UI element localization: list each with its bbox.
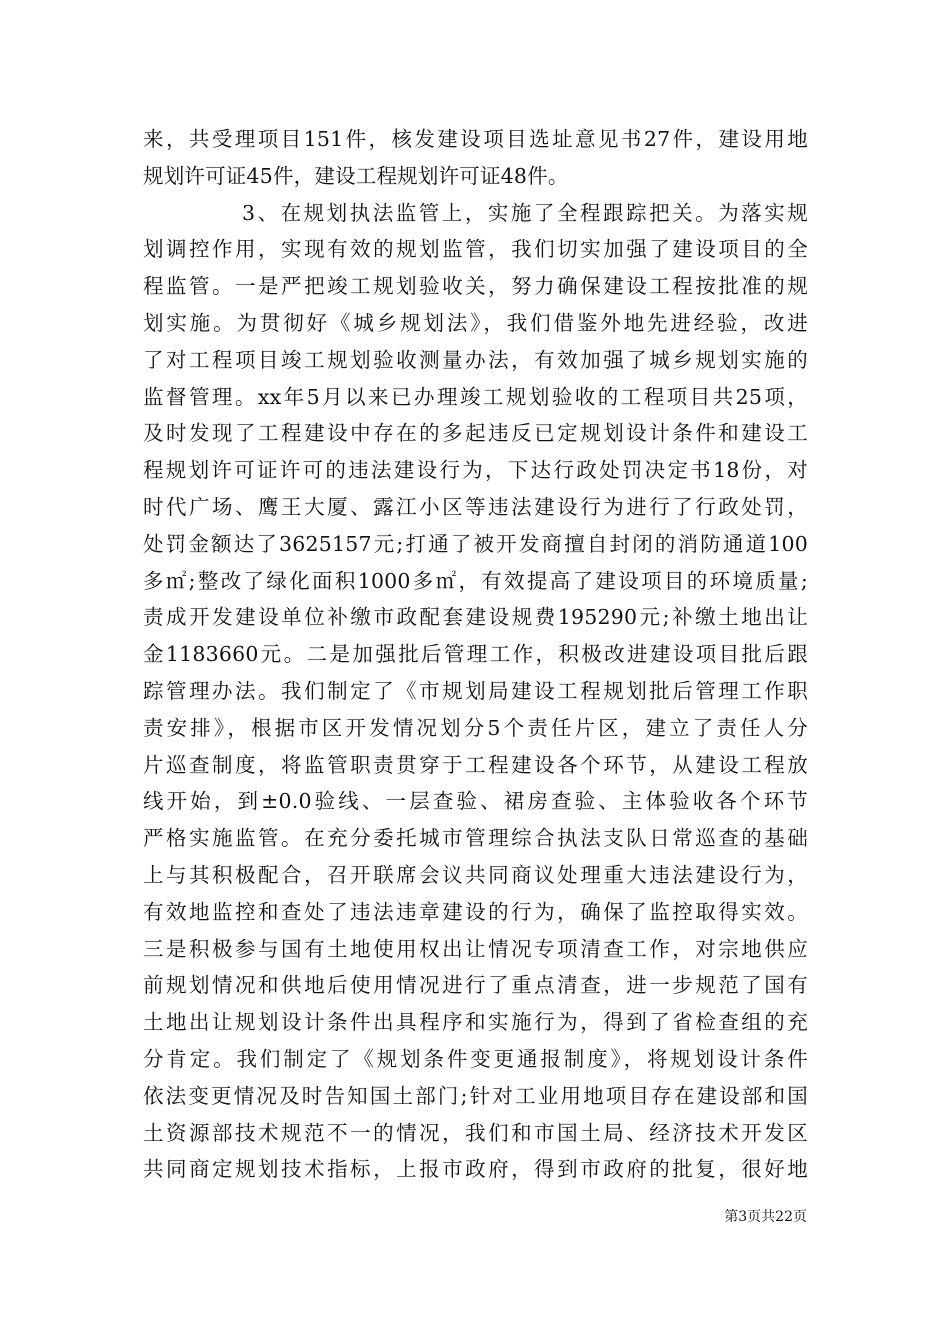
text-line: 多㎡;整改了绿化面积1000多㎡，有效提高了建设项目的环境质量; [143,568,808,593]
paragraph [143,195,808,1189]
text-line: 三是积极参与国有土地使用权出让情况专项清查工作，对宗地供应 [143,936,808,961]
text-line: 土地出让规划设计条件出具程序和实施行为，得到了省检查组的充 [143,1010,808,1035]
text-line: 片巡查制度，将监管职责贯穿于工程建设各个环节，从建设工程放 [143,752,808,777]
text-line: 有效地监控和查处了违法违章建设的行为，确保了监控取得实效。 [143,899,808,924]
text-line: 线开始，到±0.0验线、一层查验、裙房查验、主体验收各个环节 [143,789,808,814]
page-number: 第3页共22页 [724,1209,807,1225]
text-line: 处罚金额达了3625157元;打通了被开发商擅自封闭的消防通道100 [143,531,808,556]
text-line: 前规划情况和供地后使用情况进行了重点清查，进一步规范了国有 [143,973,808,998]
text-line: 划调控作用，实现有效的规划监管，我们切实加强了建设项目的全 [143,237,808,262]
document-body [143,121,808,1188]
text-line: 及时发现了工程建设中存在的多起违反已定规划设计条件和建设工 [143,421,808,446]
text-line: 依法变更情况及时告知国土部门;针对工业用地项目存在建设部和国 [143,1083,808,1108]
text-line: 共同商定规划技术指标，上报市政府，得到市政府的批复，很好地 [143,1157,808,1182]
text-line: 上与其积极配合，召开联席会议共同商议处理重大违法建设行为， [143,862,808,887]
text-line: 金1183660元。二是加强批后管理工作，积极改进建设项目批后跟 [143,642,808,667]
text-line: 了对工程项目竣工规划验收测量办法，有效加强了城乡规划实施的 [143,347,808,372]
text-line: 严格实施监管。在充分委托城市管理综合执法支队日常巡查的基础 [143,826,808,851]
text-line: 责安排》，根据市区开发情况划分5个责任片区，建立了责任人分 [143,715,808,740]
text-line: 责成开发建设单位补缴市政配套建设规费195290元;补缴土地出让 [143,605,808,630]
text-line: 程监管。一是严把竣工规划验收关，努力确保建设工程按批准的规 [143,274,808,299]
text-line: 监督管理。xx年5月以来已办理竣工规划验收的工程项目共25项， [143,384,808,409]
text-line: 踪管理办法。我们制定了《市规划局建设工程规划批后管理工作职 [143,678,808,703]
text-line: 3、在规划执法监管上，实施了全程跟踪把关。为落实规 [242,200,808,225]
text-line: 土资源部技术规范不一的情况，我们和市国土局、经济技术开发区 [143,1120,808,1145]
paragraph [143,121,808,195]
text-line: 时代广场、鹰王大厦、露江小区等违法建设行为进行了行政处罚， [143,494,808,519]
text-line: 划实施。为贯彻好《城乡规划法》，我们借鉴外地先进经验，改进 [143,310,808,335]
text-line: 程规划许可证许可的违法建设行为，下达行政处罚决定书18份，对 [143,458,808,483]
text-line: 来，共受理项目151件，核发建设项目选址意见书27件，建设用地 [143,127,808,151]
text-line: 规划许可证45件，建设工程规划许可证48件。 [143,163,569,188]
text-line: 分肯定。我们制定了《规划条件变更通报制度》，将规划设计条件 [143,1046,808,1071]
